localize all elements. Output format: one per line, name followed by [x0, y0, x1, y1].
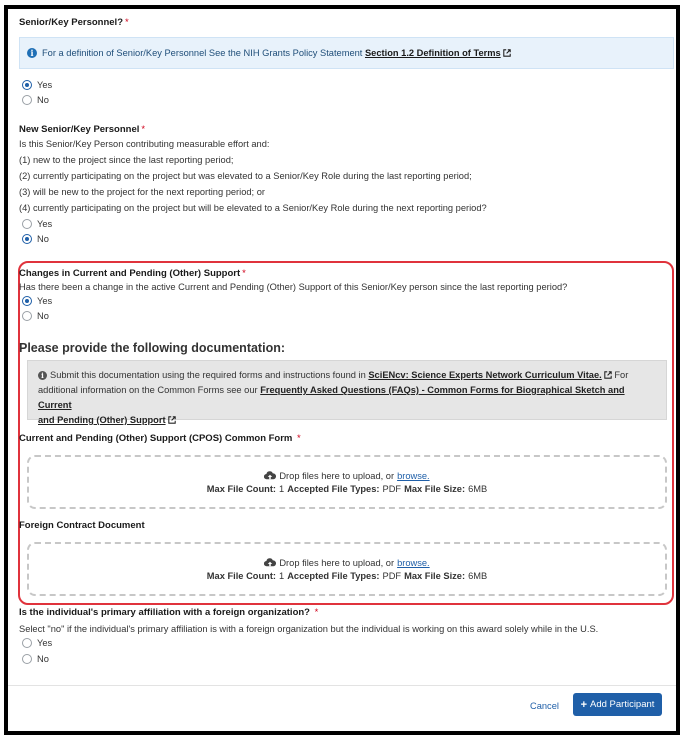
foreign-affiliation-no-option[interactable]: No: [22, 654, 49, 664]
new-senior-key-intro: Is this Senior/Key Person contributing measurable effort and:: [19, 139, 270, 149]
required-asterisk: *: [314, 607, 319, 618]
add-participant-button[interactable]: + Add Participant: [573, 693, 662, 716]
radio-no[interactable]: [22, 95, 32, 105]
radio-no[interactable]: [22, 654, 32, 664]
browse-link[interactable]: browse.: [397, 557, 430, 568]
footer-divider: [8, 685, 676, 686]
info-icon: i: [27, 48, 37, 58]
new-senior-key-cond-3: (3) will be new to the project for the next reporting period; or: [19, 187, 265, 197]
senior-key-personnel-label: Senior/Key Personnel? *: [19, 17, 129, 28]
definition-of-terms-link[interactable]: Section 1.2 Definition of Terms: [365, 48, 511, 58]
new-senior-key-yes-option[interactable]: Yes: [22, 219, 52, 229]
new-senior-key-cond-4: (4) currently participating on the project but will be elevated to a Senior/Key Role during the next reporting period?: [19, 203, 487, 213]
cpos-dropzone[interactable]: Drop files here to upload, or browse. Max File Count: 1 Accepted File Types: PDF Max File Size: 6MB: [27, 455, 667, 509]
file-limits: Max File Count: 1 Accepted File Types: PDF Max File Size: 6MB: [206, 570, 488, 581]
new-senior-key-label: New Senior/Key Personnel *: [19, 124, 146, 135]
external-link-icon: [503, 49, 511, 57]
plus-icon: +: [580, 698, 587, 711]
form-body: [8, 9, 676, 731]
file-limits: Max File Count: 1 Accepted File Types: PDF Max File Size: 6MB: [206, 483, 488, 494]
radio-no[interactable]: [22, 311, 32, 321]
info-icon: i: [38, 371, 47, 380]
info-text: For a definition of Senior/Key Personnel See the NIH Grants Policy Statement: [42, 48, 363, 58]
required-asterisk: *: [242, 268, 246, 279]
new-senior-key-cond-1: (1) new to the project since the last reporting period;: [19, 155, 234, 165]
external-link-icon: [604, 371, 612, 379]
senior-key-no-option[interactable]: No: [22, 95, 49, 105]
radio-yes-selected[interactable]: [22, 80, 32, 90]
required-asterisk: *: [141, 124, 146, 135]
cpos-form-label: Current and Pending (Other) Support (CPOS) Common Form *: [19, 433, 301, 444]
new-senior-key-no-option[interactable]: No: [22, 234, 49, 244]
faq-common-forms-link-cont[interactable]: and Pending (Other) Support: [38, 415, 176, 425]
sciencv-link[interactable]: SciENcv: Science Experts Network Curriculum Vitae.: [368, 370, 611, 380]
required-asterisk: *: [297, 433, 301, 444]
cloud-upload-icon: [264, 558, 276, 567]
changes-cpos-no-option[interactable]: No: [22, 311, 49, 321]
cancel-button[interactable]: Cancel: [530, 701, 559, 711]
foreign-affiliation-yes-option[interactable]: Yes: [22, 638, 52, 648]
foreign-contract-label: Foreign Contract Document: [19, 520, 145, 531]
changes-cpos-question: Has there been a change in the active Current and Pending (Other) Support of this Senior/Key person since the last reporting period?: [19, 282, 568, 292]
foreign-affiliation-help: Select "no" if the individual's primary affiliation is with a foreign organization but the individual is working on this award solely while in the U.S.: [19, 624, 599, 634]
required-asterisk: *: [125, 17, 129, 28]
cloud-upload-icon: [264, 471, 276, 480]
external-link-icon: [168, 416, 176, 424]
radio-no-selected[interactable]: [22, 234, 32, 244]
dialog-frame: [4, 5, 680, 735]
changes-cpos-yes-option[interactable]: Yes: [22, 296, 52, 306]
new-senior-key-cond-2: (2) currently participating on the project but was elevated to a Senior/Key Role during the last reporting period;: [19, 171, 472, 181]
documentation-heading: Please provide the following documentation:: [19, 341, 285, 355]
foreign-contract-dropzone[interactable]: Drop files here to upload, or browse. Max File Count: 1 Accepted File Types: PDF Max File Size: 6MB: [27, 542, 667, 596]
senior-key-yes-option[interactable]: Yes: [22, 80, 52, 90]
browse-link[interactable]: browse.: [397, 470, 430, 481]
documentation-note: i Submit this documentation using the required forms and instructions found in SciENcv: Science Experts Network Curriculum Vitae. For additional information on the Common Forms see our Frequently Asked Questions (FAQs) - Common Forms for Biographical Sketch and Current and Pending (Other) Support: [27, 360, 667, 420]
radio-yes[interactable]: [22, 638, 32, 648]
foreign-affiliation-label: Is the individual's primary affiliation with a foreign organization? *: [19, 607, 319, 618]
radio-yes[interactable]: [22, 219, 32, 229]
radio-yes-selected[interactable]: [22, 296, 32, 306]
info-box-definition: [19, 37, 674, 69]
faq-common-forms-link[interactable]: Frequently Asked Questions (FAQs) - Common Forms for Biographical Sketch and Current: [38, 385, 625, 410]
changes-cpos-label: Changes in Current and Pending (Other) Support *: [19, 268, 246, 279]
